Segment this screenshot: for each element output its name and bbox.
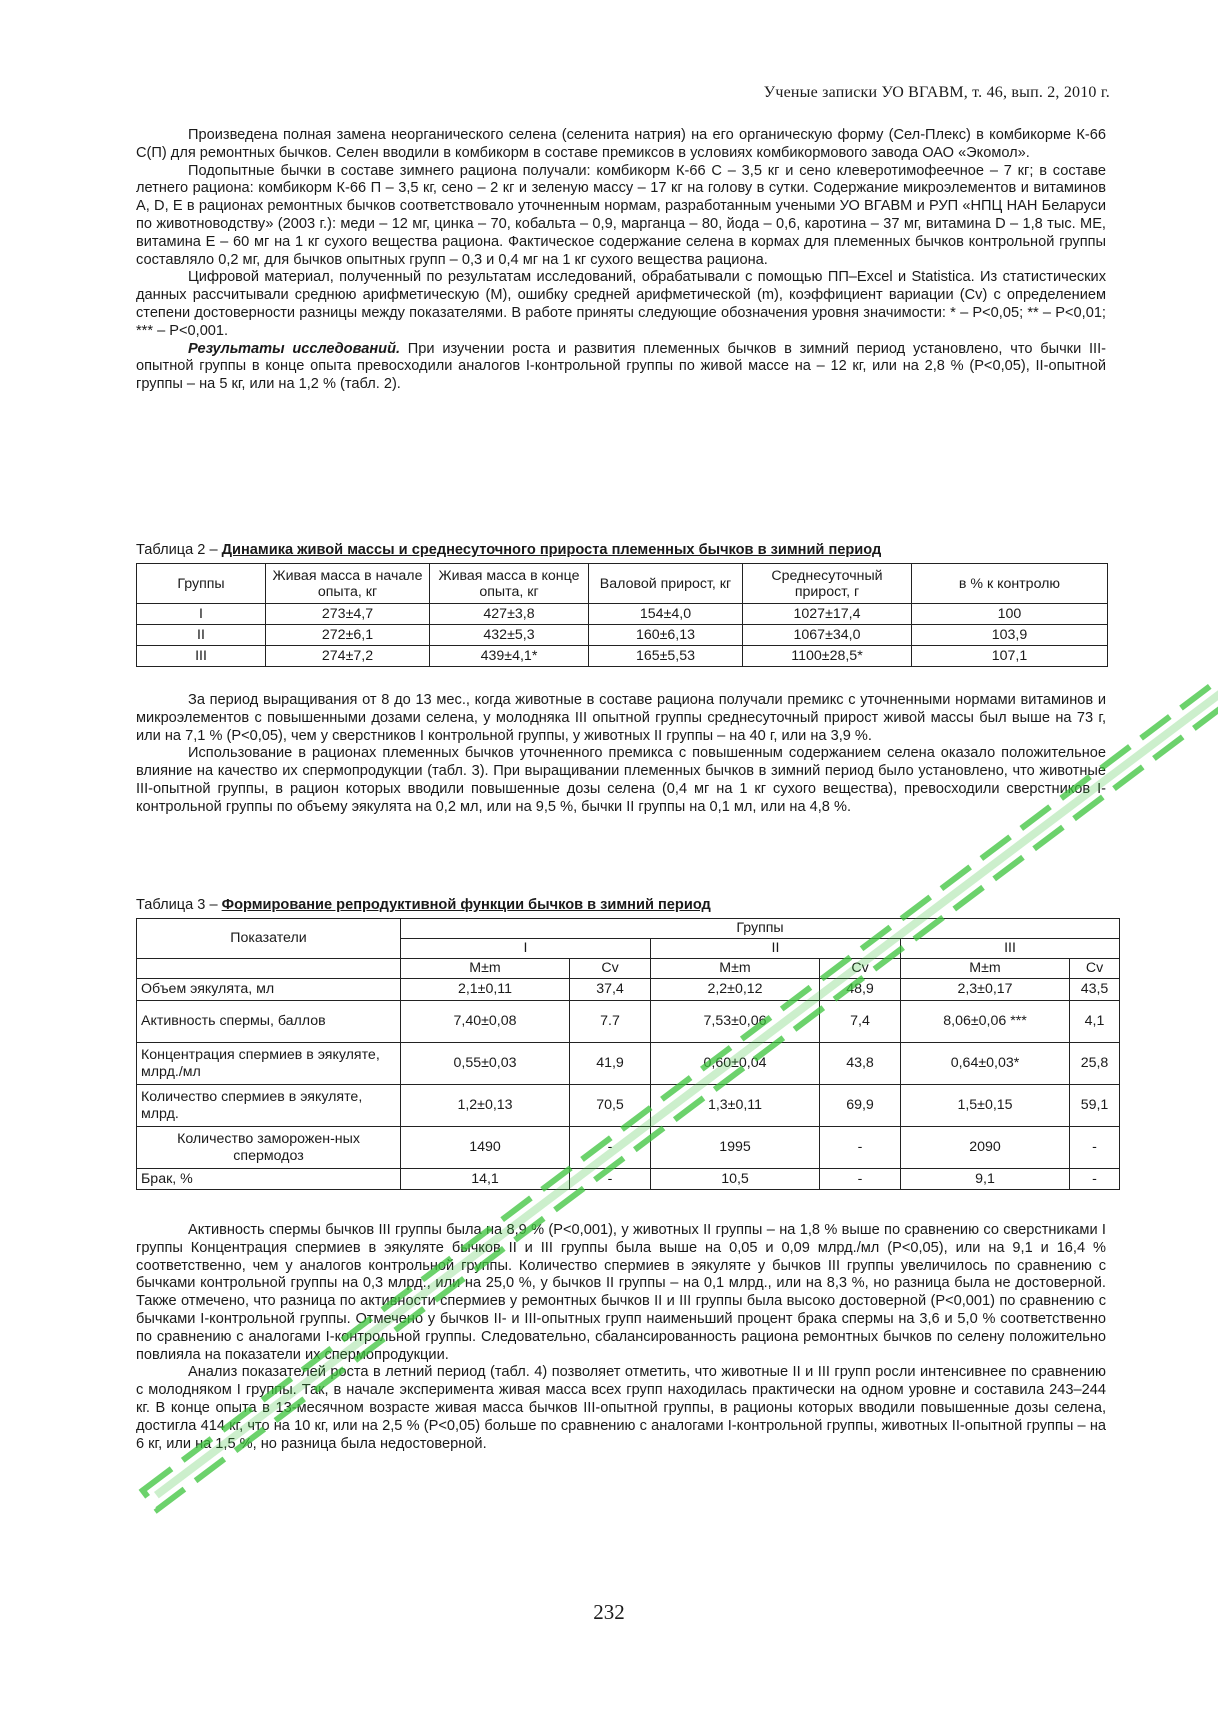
- table-cell: 0,60±0,04: [651, 1043, 820, 1085]
- table2-caption-prefix: Таблица 2 –: [136, 542, 222, 558]
- table-cell: 439±4,1*: [430, 646, 589, 667]
- results-lead: Результаты исследований.: [188, 340, 401, 357]
- table3-caption-prefix: Таблица 3 –: [136, 897, 222, 913]
- table-cell: 432±5,3: [430, 625, 589, 646]
- table-cell: 7.7: [570, 1001, 651, 1043]
- table-header-row: [137, 919, 1120, 939]
- table-header-cell-indicators: Показатели: [137, 919, 401, 959]
- table-cell: -: [820, 1169, 901, 1190]
- table-row: [137, 1085, 1120, 1127]
- table-cell: 4,1: [1070, 1001, 1120, 1043]
- table-cell: 274±7,2: [266, 646, 430, 667]
- middle-text-block: [136, 692, 1106, 817]
- table-cell: 273±4,7: [266, 604, 430, 625]
- table3-caption: [136, 896, 1106, 914]
- table-cell: 2090: [901, 1127, 1070, 1169]
- table-header-cell-group: II: [651, 939, 901, 959]
- paragraph: Цифровой материал, полученный по результатам исследований, обрабатывали с помощью ПП–Excel и Statistica. Из статистических данных рассчитывали среднюю арифметическую (М), ошибку средней арифметической (m), коэффициент вариации (Cv) с определением степени достоверности разницы между показателями. В работе приняты следующие обозначения уровня значимости: * – Р<0,05; ** – Р<0,01; *** – Р<0,001.: [136, 269, 1106, 339]
- table-cell: -: [570, 1127, 651, 1169]
- table-row-label: Количество заморожен-ных спермодоз: [137, 1127, 401, 1169]
- table-cell: 160±6,13: [589, 625, 743, 646]
- table-cell: 1100±28,5*: [743, 646, 912, 667]
- table-cell: -: [1070, 1127, 1120, 1169]
- table-cell: 59,1: [1070, 1085, 1120, 1127]
- table-cell: 0,55±0,03: [401, 1043, 570, 1085]
- table-cell: 2,1±0,11: [401, 979, 570, 1001]
- table-header-cell: M±m: [651, 959, 820, 979]
- table-cell: 1490: [401, 1127, 570, 1169]
- table-cell: -: [820, 1127, 901, 1169]
- table-header-cell: Cv: [570, 959, 651, 979]
- table-cell: 7,53±0,06: [651, 1001, 820, 1043]
- table-cell: 103,9: [912, 625, 1108, 646]
- table-cell: II: [137, 625, 266, 646]
- table-header-cell: M±m: [401, 959, 570, 979]
- table-cell: III: [137, 646, 266, 667]
- paragraph-results: [136, 341, 1106, 394]
- table-cell: 2,2±0,12: [651, 979, 820, 1001]
- table-cell: 1067±34,0: [743, 625, 912, 646]
- paragraph: Произведена полная замена неорганического селена (селенита натрия) на его органическую форму (Сел-Плекс) в комбикорме К-66 С(П) для ремонтных бычков. Селен вводили в комбикорм в составе премиксов в условиях комбикормового завода ОАО «Экомол».: [136, 127, 1106, 161]
- table2-caption: [136, 541, 1106, 559]
- table-cell: 70,5: [570, 1085, 651, 1127]
- table-row: [137, 1127, 1120, 1169]
- table-row-label: Объем эякулята, мл: [137, 979, 401, 1001]
- table-row-label: Брак, %: [137, 1169, 401, 1190]
- table-cell: 69,9: [820, 1085, 901, 1127]
- table-header-cell: M±m: [901, 959, 1070, 979]
- table-header-cell: [137, 959, 401, 979]
- table-row: [137, 646, 1108, 667]
- table-cell: 25,8: [1070, 1043, 1120, 1085]
- table-cell: 165±5,53: [589, 646, 743, 667]
- table-cell: 0,64±0,03*: [901, 1043, 1070, 1085]
- paragraph: Подопытные бычки в составе зимнего рациона получали: комбикорм К-66 С – 3,5 кг и сено клеверотимофеечное – 7 кг; в составе летнего рациона: комбикорм К-66 П – 3,5 кг, сено – 2 кг и зеленую массу – 17 кг на голову в сутки. Содержание микроэлементов и витаминов А, D, Е в рационах ремонтных бычков соответствовало уточненным нормам, разработанным учеными УО ВГАВМ и РУП «НПЦ НАН Беларуси по животноводству» (2003 г.): меди – 12 мг, цинка – 70, кобальта – 0,9, марганца – 80, йода – 0,6, каротина – 37 мг, витамина D – 1,8 тыс. МЕ, витамина Е – 60 мг на 1 кг сухого вещества рациона. Фактическое содержание селена в кормах для племенных бычков контрольной группы составляло 0,2 мг, для бычков опытных групп – 0,3 и 0,4 мг на 1 кг сухого вещества рациона.: [136, 162, 1106, 268]
- table-cell: -: [1070, 1169, 1120, 1190]
- table-header-cell: Cv: [820, 959, 901, 979]
- table-header-cell-groups: Группы: [401, 919, 1120, 939]
- table-header-cell: Cv: [1070, 959, 1120, 979]
- table-cell: -: [570, 1169, 651, 1190]
- table3: [136, 918, 1120, 1190]
- table-header-cell: в % к контролю: [912, 564, 1108, 604]
- table-header-cell-group: III: [901, 939, 1120, 959]
- table-header-cell: Группы: [137, 564, 266, 604]
- table-row-label: Количество спермиев в эякуляте, млрд.: [137, 1085, 401, 1127]
- table-cell: 9,1: [901, 1169, 1070, 1190]
- table-header-row: [137, 564, 1108, 604]
- paragraph: Использование в рационах племенных бычков уточненного премикса с повышенным содержанием селена оказало положительное влияние на качество их спермопродукции (табл. 3). При выращивании племенных бычков в зимний период было установлено, что животные III-опытной группы, в рацион которых вводили повышенные дозы селена (0,4 мг на 1 кг сухого вещества), превосходили сверстников I-контрольной группы по объему эякулята на 0,2 мл, или на 9,5 %, бычки II группы на 0,1 мл, или на 4,8 %.: [136, 745, 1106, 815]
- table-subheader-row: [137, 959, 1120, 979]
- running-header: Ученые записки УО ВГАВМ, т. 46, вып. 2, 2010 г.: [763, 84, 1110, 101]
- paragraph: Активность спермы бычков III группы была на 8,9 % (Р<0,001), у животных II группы – на 1,8 % выше по сравнению со сверстниками I группы Концентрация спермиев в эякуляте бычков II и III группы была выше на 0,05 и 0,09 млрд./мл (Р<0,05), или на 9,1 и 16,4 % соответственно, чем у аналогов контрольной группы. Количество спермиев в эякуляте у бычков III группы увеличилось по сравнению с бычками контрольной группы на 0,3 млрд., или на 25,0 %, у бычков II группы – на 0,1 млрд., или на 8,3 %, но разница была не достоверной. Также отмечено, что разница по активности спермиев у ремонтных бычков II и III группы была высоко достоверной (Р<0,001) по сравнению с бычками I-контрольной группы. Отмечено у бычков II- и III-опытных групп наименьший процент брака спермы на 3,6 и 5,0 % соответственно по сравнению с аналогами I-контрольной группы. Следовательно, сбалансированность рациона ремонтных бычков по селену положительно повлияла на показатели их спермопродукции.: [136, 1222, 1106, 1363]
- paragraph: Анализ показателей роста в летний период (табл. 4) позволяет отметить, что животные II и III групп росли интенсивнее по сравнению с молодняком I группы. Так, в начале эксперимента живая масса всех групп находилась практически на одном уровне и составила 243–244 кг. В конце опыта в 13-месячном возрасте живая масса бычков III-опытной группы, в рационы которых вводили повышенные дозы селена, достигла 414 кг, что на 10 кг, или на 2,5 % (Р<0,05) больше по сравнению с аналогами I-контрольной группы, животных II-опытной группы – на 6 кг, или на 1,5 %, но разница была недостоверной.: [136, 1364, 1106, 1452]
- table-cell: 427±3,8: [430, 604, 589, 625]
- table-row: [137, 1169, 1120, 1190]
- table-header-cell-group: I: [401, 939, 651, 959]
- table-cell: 41,9: [570, 1043, 651, 1085]
- table-cell: 43,5: [1070, 979, 1120, 1001]
- table-cell: 7,40±0,08: [401, 1001, 570, 1043]
- table-cell: 10,5: [651, 1169, 820, 1190]
- table-header-cell: Среднесуточный прирост, г: [743, 564, 912, 604]
- table-cell: 1995: [651, 1127, 820, 1169]
- table-cell: 37,4: [570, 979, 651, 1001]
- table2-caption-title: Динамика живой массы и среднесуточного прироста племенных бычков в зимний период: [221, 542, 882, 558]
- table-cell: 154±4,0: [589, 604, 743, 625]
- page-number: 232: [593, 1600, 625, 1624]
- table-cell: 43,8: [820, 1043, 901, 1085]
- table-cell: 1,2±0,13: [401, 1085, 570, 1127]
- table-header-cell: Живая масса в конце опыта, кг: [430, 564, 589, 604]
- table-row: [137, 625, 1108, 646]
- intro-text-block: [136, 127, 1106, 394]
- table-header-cell: Живая масса в начале опыта, кг: [266, 564, 430, 604]
- table-cell: 1,3±0,11: [651, 1085, 820, 1127]
- table-cell: 2,3±0,17: [901, 979, 1070, 1001]
- table-cell: 107,1: [912, 646, 1108, 667]
- table-row: [137, 1001, 1120, 1043]
- table-row: [137, 979, 1120, 1001]
- table3-caption-title: Формирование репродуктивной функции бычков в зимний период: [221, 897, 711, 913]
- table-row: [137, 604, 1108, 625]
- table-cell: 100: [912, 604, 1108, 625]
- results-text: При изучении роста и развития племенных бычков в зимний период установлено, что бычки III-опытной группы в конце опыта превосходили аналогов I-контрольной группы по живой массе на – 12 кг, или на 2,8 % (Р<0,05), II-опытной группы – на 5 кг, или на 1,2 % (табл. 2).: [136, 340, 1107, 393]
- table-cell: 1,5±0,15: [901, 1085, 1070, 1127]
- table-cell: 8,06±0,06 ***: [901, 1001, 1070, 1043]
- table-row-label: Концентрация спермиев в эякуляте, млрд./мл: [137, 1043, 401, 1085]
- table-header-cell: Валовой прирост, кг: [589, 564, 743, 604]
- table-cell: 1027±17,4: [743, 604, 912, 625]
- paragraph: За период выращивания от 8 до 13 мес., когда животные в составе рациона получали премикс с уточненными нормами витаминов и микроэлементов с повышенными дозами селена, у молодняка III опытной группы среднесуточный прирост живой массы был выше на 73 г, или на 7,1 % (Р<0,05), чем у сверстников I контрольной группы, у животных II группы – на 40 г, или на 3,9 %.: [136, 692, 1106, 744]
- bottom-text-block: [136, 1222, 1106, 1453]
- table-cell: I: [137, 604, 266, 625]
- table-row: [137, 1043, 1120, 1085]
- table-cell: 14,1: [401, 1169, 570, 1190]
- table-row-label: Активность спермы, баллов: [137, 1001, 401, 1043]
- table2: [136, 563, 1108, 667]
- table-cell: 48,9: [820, 979, 901, 1001]
- table-cell: 272±6,1: [266, 625, 430, 646]
- table-cell: 7,4: [820, 1001, 901, 1043]
